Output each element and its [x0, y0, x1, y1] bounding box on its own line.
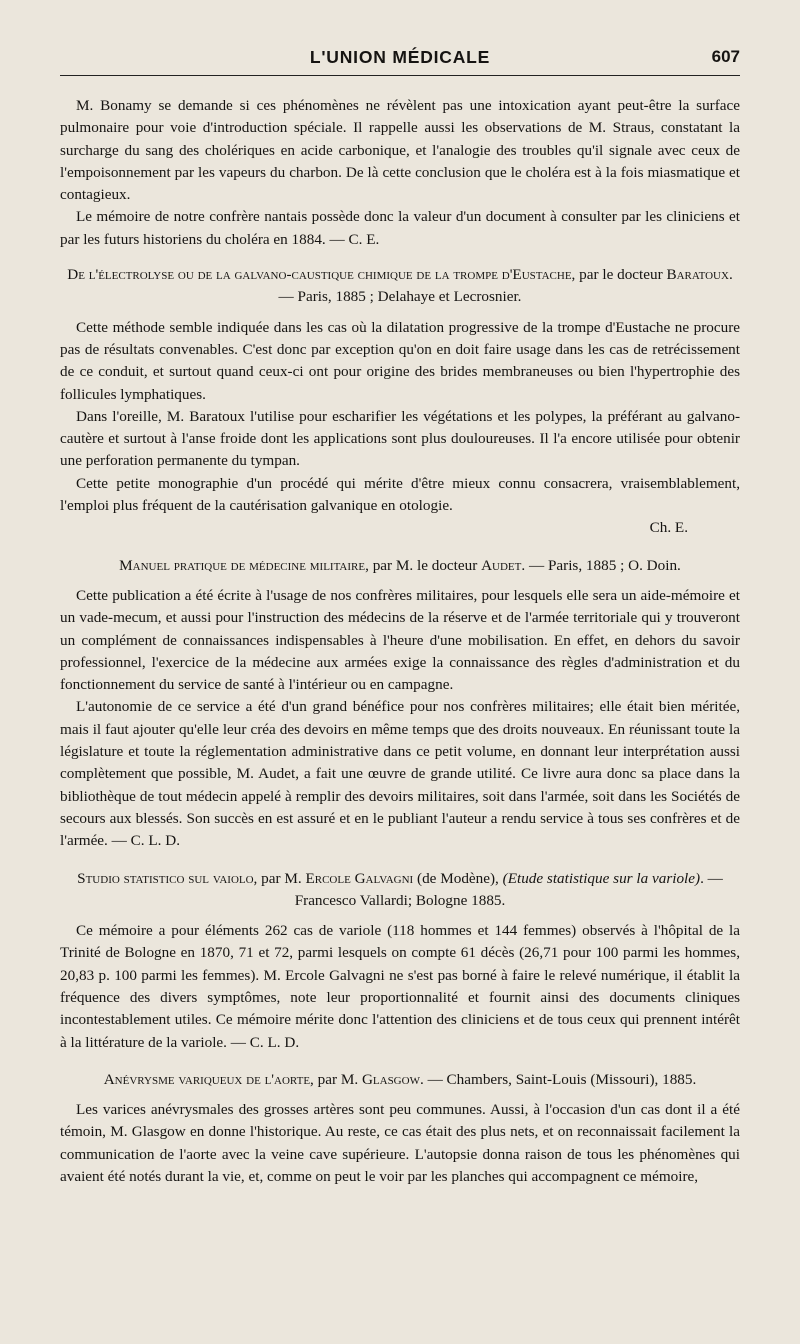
paragraph-text: M. Bonamy se demande si ces phénomènes ne révèlent pas une intoxication ayant peut-être la surface pulmonaire pour voie d'introduction spéciale. Il rappelle aussi les observations de M. Straus, constatant la surcharge du sang des cholériques en acide carbonique, et l'analogie des troubles qu'il signale avec ceux de l'empoisonnement par les vapeurs du charbon. De là cette conclusion que le choléra est à la fois miasmatique et contagieux. [60, 97, 740, 204]
paragraph: Cette publication a été écrite à l'usage de nos confrères militaires, pour lesquels elle sera un aide-mémoire et un vade-mecum, et aussi pour l'instruction des médecins de la réserve et de l'armée territoriale qui y trouveront un complément de connaissances indispensables à l'heure d'une mobilisation. En effet, en dehors du savoir professionnel, l'exercice de la médecine aux armées exige la connaissance des règles d'administration et du fonctionnement du service de santé à l'intérieur ou en campagne. [60, 586, 740, 694]
review-author: Ercole Galvagni [305, 869, 414, 887]
paragraph [60, 206, 740, 251]
running-title: L'UNION MÉDICALE [309, 47, 491, 67]
review-heading [60, 868, 740, 913]
signature: — C. E. [329, 230, 380, 248]
paragraph [60, 696, 740, 852]
review-title: Anévrysme variqueux de l'aorte, [103, 1070, 314, 1088]
review-title: Manuel pratique de médecine militaire, [119, 556, 369, 574]
review-byline: par le docteur [575, 266, 667, 284]
review-publisher: . — Paris, 1885 ; Delahaye et Lecrosnier. [278, 266, 733, 306]
review-publisher: . — Francesco Vallardi; Bologne 1885. [294, 869, 723, 909]
paragraph: Cette méthode semble indiquée dans les cas où la dilatation progressive de la trompe d'Eustache ne procure pas de résultats convenables. C'est donc par exception qu'on en doit faire usage dans les cas de retrécissement de ce conduit, et surtout quand ceux-ci ont pour origine des brides membraneuses ou bien l'hypertrophie des follicules lymphatiques. [60, 318, 740, 403]
review-publisher: . — Paris, 1885 ; O. Doin. [521, 556, 681, 574]
signature: — C. L. D. [230, 1033, 300, 1051]
review-author: Audet [481, 556, 522, 574]
paragraph-text: L'autonomie de ce service a été d'un grand bénéfice pour nos confrères militaires; elle était bien méritée, mais il faut ajouter qu'elle leur créa des devoirs en même temps que des droits nouveaux. En réunissant toute la législature et toute la réglementation administrative dans ce petit volume, en donnant leur interprétation aussi complètement que possible, M. Audet, a fait une œuvre de grande utilité. Ce livre aura donc sa place dans la bibliothèque de tout médecin appelé à remplir des devoirs militaires, soit dans l'armée, soit dans les Sociétés de secours aux blessés. Son succès en est assuré et en le publiant l'auteur a rendu service à tous ses confrères et de l'armée. [60, 698, 740, 850]
review-author: Glasgow [361, 1070, 420, 1088]
review-byline: par M. [257, 869, 306, 887]
review-title: De l'électrolyse ou de la galvano-caustique chimique de la trompe d'Eustache, [67, 266, 576, 284]
review-origin: (de Modène), [413, 869, 503, 887]
paragraph-text: Ce mémoire a pour éléments 262 cas de variole (118 hommes et 144 femmes) observés à l'hôpital de la Trinité de Bologne en 1870, 71 et 72, parmi lesquels on compte 61 décès (26,71 pour 100 parmi les hommes, 20,83 p. 100 parmi les femmes). M. Ercole Galvagni ne s'est pas borné à faire le relevé numérique, il établit la fréquence des divers symptômes, note leur proportionnalité et fournit ainsi des documents cliniques incontestablement utiles. Ce mémoire mérite donc l'attention des cliniciens et de tous ceux qui prennent intérêt à la littérature de la variole. [60, 922, 740, 1051]
page-number: 607 [711, 47, 740, 66]
review-byline: par M. le docteur [368, 556, 482, 574]
paragraph [60, 920, 740, 1054]
signature: Ch. E. [649, 519, 688, 537]
paragraph-text: Le mémoire de notre confrère nantais possède donc la valeur d'un document à consulter par les cliniciens et par les futurs historiens du choléra en 1884. [60, 208, 740, 248]
review-author: Baratoux [666, 266, 729, 284]
paragraph [60, 95, 740, 206]
review-publisher: . — Chambers, Saint-Louis (Missouri), 1885. [419, 1070, 697, 1088]
review-byline: par M. [313, 1070, 362, 1088]
paragraph: Dans l'oreille, M. Baratoux l'utilise pour escharifier les végétations et les polypes, la préférant au galvano-cautère et surtout à l'anse froide dont les applications sont plus douloureuses. Il l'a encore utilisée pour obtenir une perforation permanente du tympan. [60, 407, 740, 470]
review-heading [60, 555, 740, 577]
paragraph: Cette petite monographie d'un procédé qui mérite d'être mieux connu consacrera, vraisemblablement, l'emploi plus fréquent de la cautérisation galvanique en otologie. [60, 474, 740, 515]
review-title: Studio statistico sul vaiolo, [77, 869, 258, 887]
review-heading [60, 264, 740, 309]
signature: — C. L. D. [111, 832, 180, 850]
paragraph: Les varices anévrysmales des grosses artères sont peu communes. Aussi, à l'occasion d'un cas dont il a été témoin, M. Glasgow en donne l'historique. Au reste, ce cas était des plus nets, et on reconnaissait facilement la communication de l'aorte avec la veine cave supérieure. L'autopsie donna raison de tous les phénomènes qui avaient été notés durant la vie, et, comme on peut le voir par les planches qui accompagnent ce mémoire, [60, 1101, 740, 1186]
page-body [60, 95, 740, 1188]
review-translation: (Etude statistique sur la variole) [502, 869, 701, 887]
review-heading [60, 1069, 740, 1091]
page-header [60, 47, 740, 76]
